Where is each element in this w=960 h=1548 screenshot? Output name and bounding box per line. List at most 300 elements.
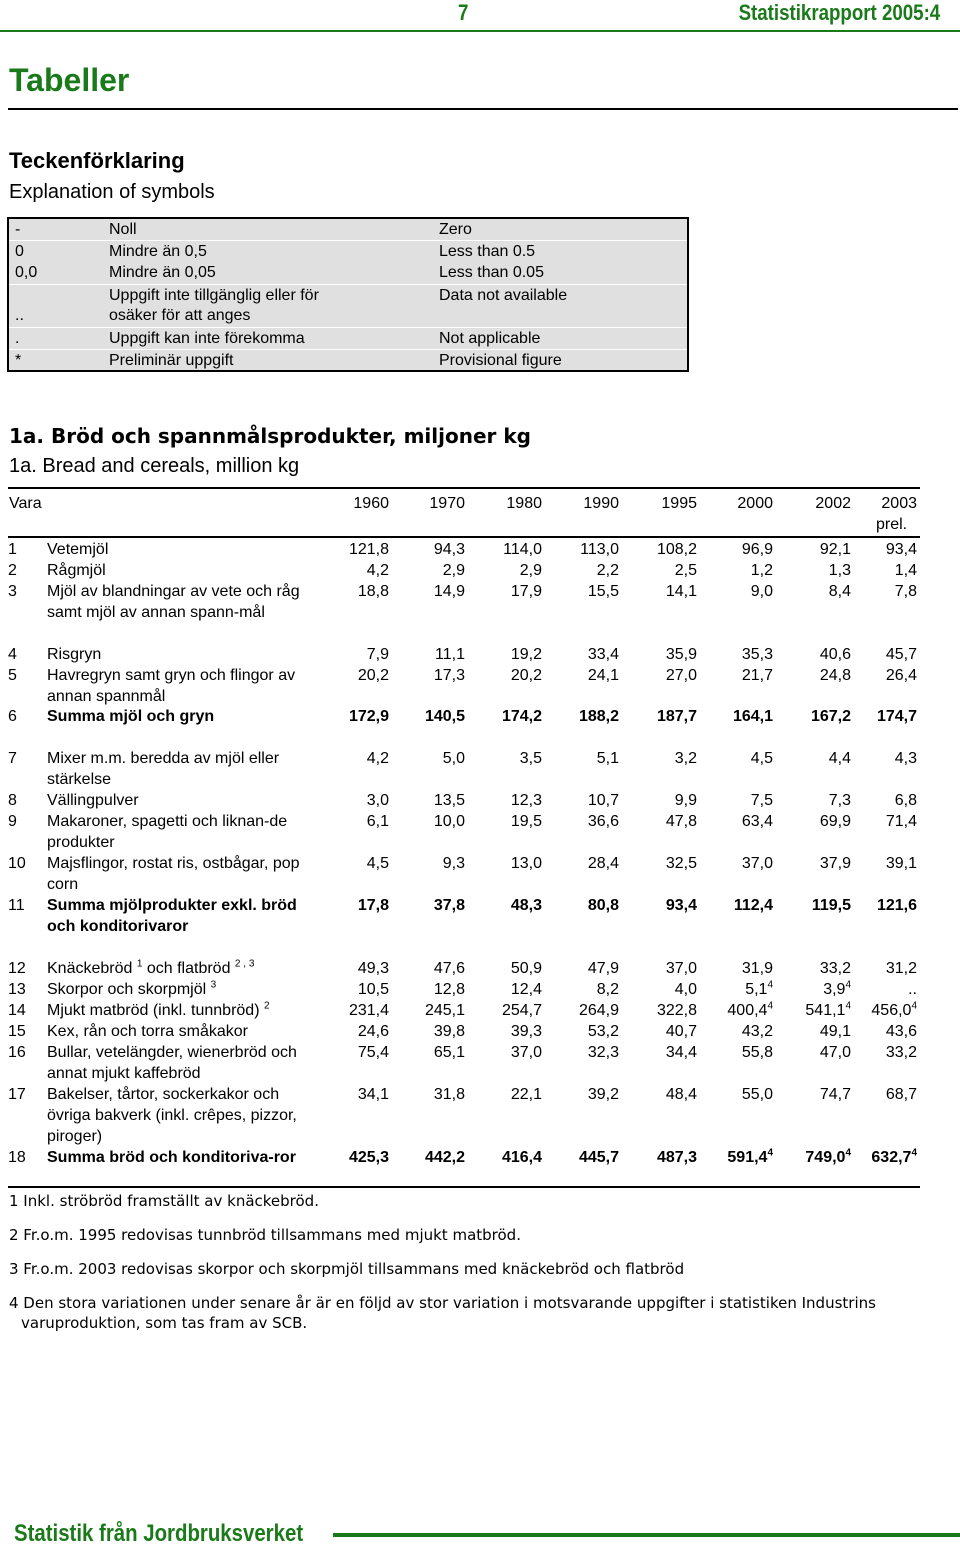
cell-value: 2,5 [674, 562, 697, 579]
table-cell [395, 1084, 465, 1105]
row-number: 11 [8, 897, 25, 914]
cell-value: 39,1 [885, 855, 917, 872]
table-cell [319, 790, 389, 811]
footnote: 4 Den stora variationen under senare år är en följd av stor variation i motsvarande uppgifter i statistiken Industrins varuproduktion, som tas fram av SCB. [9, 1294, 876, 1332]
table-title: 1a. Bröd och spannmålsprodukter, miljoner kg [9, 424, 531, 448]
table-cell [319, 748, 389, 769]
table-cell [549, 644, 619, 665]
table-header-rule [8, 536, 920, 538]
table-cell [703, 1147, 773, 1168]
table-cell [319, 811, 389, 832]
cell-value: 541,1 [805, 1002, 846, 1019]
row-number: 17 [8, 1086, 26, 1103]
cell-value: 17,9 [510, 583, 542, 600]
cell-value: 14,1 [665, 583, 697, 600]
cell-value: 187,7 [656, 708, 697, 725]
table-cell [781, 1000, 851, 1021]
cell-value: 5,1 [745, 981, 768, 998]
row-number: 3 [8, 583, 17, 600]
cell-value: 4,4 [828, 750, 851, 767]
table-cell [472, 581, 542, 602]
table-cell [703, 958, 773, 979]
legend-en: Zero [439, 221, 472, 238]
report-title: Statistikrapport 2005:4 [738, 0, 940, 25]
cell-value: 10,0 [433, 813, 465, 830]
cell-value: 47,0 [819, 1044, 851, 1061]
table-cell [549, 748, 619, 769]
table-cell [627, 1147, 697, 1168]
cell-value: 3,5 [519, 750, 542, 767]
table-cell [703, 644, 773, 665]
table-cell [472, 1042, 542, 1063]
table-cell [847, 665, 917, 686]
table-cell [395, 1147, 465, 1168]
cell-value: 3,2 [674, 750, 697, 767]
table-cell [703, 706, 773, 727]
table-cell [847, 1042, 917, 1063]
table-cell [627, 1021, 697, 1042]
legend-sv: Uppgift kan inte förekomma [109, 330, 305, 347]
table-cell [319, 1084, 389, 1105]
table-cell [395, 979, 465, 1000]
table-cell [319, 644, 389, 665]
table-cell [549, 706, 619, 727]
cell-value: 4,2 [366, 562, 389, 579]
table-cell [395, 748, 465, 769]
table-cell [549, 665, 619, 686]
legend-symbol: 0,0 [15, 264, 38, 281]
table-cell [549, 853, 619, 874]
cell-value: 32,5 [665, 855, 697, 872]
table-row [0, 581, 960, 644]
cell-value: 121,6 [876, 897, 917, 914]
footnote-ref: 4 [911, 1000, 917, 1012]
cell-value: 167,2 [810, 708, 851, 725]
row-number: 9 [8, 813, 17, 830]
cell-value: 55,0 [741, 1086, 773, 1103]
cell-value: 37,9 [819, 855, 851, 872]
table-cell [472, 539, 542, 560]
footnote-ref: 4 [845, 979, 851, 991]
cell-value: 47,8 [665, 813, 697, 830]
table-cell [781, 979, 851, 1000]
table-row [0, 644, 960, 665]
table-cell [627, 560, 697, 581]
footnote-ref: 4 [767, 1000, 773, 1012]
table-cell [549, 560, 619, 581]
cell-value: 49,3 [357, 960, 389, 977]
row-label: Kex, rån och torra småkakor [47, 1023, 248, 1040]
cell-value: 35,9 [665, 646, 697, 663]
table-cell [781, 539, 851, 560]
cell-value: 20,2 [510, 667, 542, 684]
row-label: Havregryn samt gryn och flingor av annan spannmål [47, 667, 296, 705]
legend-en: Less than 0.5 [439, 243, 536, 260]
footnote-ref: 3 [210, 979, 217, 991]
cell-value: 35,3 [741, 646, 773, 663]
table-cell [472, 895, 542, 916]
cell-value: 71,4 [885, 813, 917, 830]
cell-value: 9,9 [674, 792, 697, 809]
table-cell [627, 1000, 697, 1021]
row-label: Summa mjöl och gryn [47, 708, 215, 725]
table-cell [319, 560, 389, 581]
cell-value: 14,9 [433, 583, 465, 600]
cell-value: 20,2 [357, 667, 389, 684]
cell-value: 33,2 [819, 960, 851, 977]
table-cell [549, 958, 619, 979]
row-label-text: Knäckebröd [47, 960, 133, 977]
table-row [0, 560, 960, 581]
table-cell [395, 1042, 465, 1063]
cell-value: 31,9 [741, 960, 773, 977]
cell-value: 80,8 [587, 897, 619, 914]
footnote-ref: 2 , 3 [234, 958, 255, 970]
legend-symbol: . [15, 330, 20, 347]
table-cell [472, 644, 542, 665]
table-cell [319, 958, 389, 979]
cell-value: 322,8 [656, 1002, 697, 1019]
cell-value: 39,8 [433, 1023, 465, 1040]
footnote-ref: 2 [263, 1000, 270, 1012]
table-cell [395, 958, 465, 979]
table-cell [472, 748, 542, 769]
column-header-year: 1980 [506, 495, 542, 512]
table-row [0, 1021, 960, 1042]
cell-value: 174,2 [501, 708, 542, 725]
cell-value: 65,1 [433, 1044, 465, 1061]
table-cell [781, 811, 851, 832]
table-cell [781, 665, 851, 686]
table-cell [472, 665, 542, 686]
table-cell [781, 853, 851, 874]
table-cell [319, 1147, 389, 1168]
table-cell [395, 811, 465, 832]
row-label-text: Skorpor och skorpmjöl [47, 981, 207, 998]
footnote-ref: 4 [911, 1147, 917, 1159]
table-cell [847, 748, 917, 769]
cell-value: 13,5 [433, 792, 465, 809]
cell-value: 425,3 [348, 1149, 389, 1166]
column-header-year: 2002 [815, 495, 851, 512]
table-cell [781, 1147, 851, 1168]
table-cell [781, 1084, 851, 1105]
cell-value: 31,2 [885, 960, 917, 977]
cell-value: 36,6 [587, 813, 619, 830]
table-cell [627, 665, 697, 686]
cell-value: 94,3 [433, 541, 465, 558]
row-label: Vällingpulver [47, 792, 139, 809]
cell-value: 45,7 [885, 646, 917, 663]
table-cell [319, 1000, 389, 1021]
cell-value: 13,0 [510, 855, 542, 872]
cell-value: 19,2 [510, 646, 542, 663]
cell-value: 33,4 [587, 646, 619, 663]
symbols-title: Teckenförklaring [9, 148, 185, 173]
row-label: Mjöl av blandningar av vete och råg samt mjöl av annan spann-mål [47, 583, 300, 621]
legend-en: Less than 0.05 [439, 264, 544, 281]
section-rule [8, 108, 958, 110]
footnote-ref: 4 [767, 1147, 773, 1159]
table-row [0, 1042, 960, 1084]
cell-value: 43,2 [741, 1023, 773, 1040]
table-cell [847, 706, 917, 727]
table-cell [627, 581, 697, 602]
legend-row [9, 285, 687, 328]
legend-row [9, 350, 687, 372]
cell-value: 11,1 [435, 646, 465, 663]
cell-value: 63,4 [741, 813, 773, 830]
cell-value: 39,3 [510, 1023, 542, 1040]
cell-value: 39,2 [587, 1086, 619, 1103]
cell-value: 3,0 [366, 792, 389, 809]
legend-sv: Noll [109, 221, 137, 238]
cell-value: 442,2 [424, 1149, 465, 1166]
row-label: Summa mjölprodukter exkl. bröd och konditorivaror [47, 897, 297, 935]
cell-value: 4,0 [674, 981, 697, 998]
table-cell [549, 1021, 619, 1042]
column-header-year: 1995 [661, 495, 697, 512]
table-row [0, 958, 960, 979]
cell-value: .. [908, 981, 917, 998]
cell-value: 4,5 [750, 750, 773, 767]
cell-value: 1,3 [828, 562, 851, 579]
legend-symbol: 0 [15, 243, 24, 260]
row-number: 4 [8, 646, 17, 663]
cell-value: 8,4 [828, 583, 851, 600]
table-row [0, 1000, 960, 1021]
table-cell [847, 644, 917, 665]
table-cell [395, 790, 465, 811]
legend-sv: Mindre än 0,05 [109, 264, 216, 281]
row-number: 7 [8, 750, 17, 767]
footnote-ref: 4 [845, 1147, 851, 1159]
table-cell [319, 1042, 389, 1063]
row-number: 15 [8, 1023, 26, 1040]
table-cell [847, 1147, 917, 1168]
table-cell [847, 811, 917, 832]
table-cell [549, 581, 619, 602]
cell-value: 74,7 [819, 1086, 851, 1103]
cell-value: 172,9 [348, 708, 389, 725]
table-cell [703, 895, 773, 916]
table-cell [627, 811, 697, 832]
table-cell [627, 1084, 697, 1105]
cell-value: 40,7 [665, 1023, 697, 1040]
table-row [0, 853, 960, 895]
table-cell [703, 853, 773, 874]
legend-en: Provisional figure [439, 352, 562, 369]
table-cell [627, 895, 697, 916]
cell-value: 37,8 [433, 897, 465, 914]
cell-value: 7,3 [828, 792, 851, 809]
table-cell [781, 1042, 851, 1063]
section-title: Tabeller [9, 62, 130, 98]
footer-rule [333, 1533, 960, 1537]
cell-value: 34,1 [357, 1086, 389, 1103]
table-row [0, 895, 960, 937]
symbols-subtitle: Explanation of symbols [9, 181, 215, 203]
row-label: Rågmjöl [47, 562, 106, 579]
row-number: 10 [8, 855, 26, 872]
row-number: 6 [8, 708, 17, 725]
table-cell [319, 581, 389, 602]
table-cell [781, 790, 851, 811]
cell-value: 5,0 [442, 750, 465, 767]
legend-sv-line2: osäker för att anges [109, 307, 251, 324]
table-cell [395, 706, 465, 727]
table-cell [781, 895, 851, 916]
table-cell [703, 560, 773, 581]
table-cell [781, 581, 851, 602]
cell-value: 164,1 [732, 708, 773, 725]
cell-value: 27,0 [665, 667, 697, 684]
table-cell [627, 644, 697, 665]
row-number: 5 [8, 667, 17, 684]
table-row [0, 539, 960, 560]
cell-value: 456,0 [871, 1002, 912, 1019]
row-label [47, 1000, 309, 1021]
cell-value: 7,8 [894, 583, 917, 600]
cell-value: 21,7 [741, 667, 773, 684]
table-cell [549, 895, 619, 916]
table-cell [472, 979, 542, 1000]
table-cell [319, 706, 389, 727]
cell-value: 4,3 [894, 750, 917, 767]
cell-value: 40,6 [819, 646, 851, 663]
table-cell [627, 958, 697, 979]
table-cell [847, 895, 917, 916]
cell-value: 121,8 [348, 541, 389, 558]
legend-symbol: - [15, 221, 21, 238]
table-cell [395, 895, 465, 916]
cell-value: 2,2 [596, 562, 619, 579]
cell-value: 445,7 [578, 1149, 619, 1166]
cell-value: 31,8 [433, 1086, 465, 1103]
table-cell [549, 811, 619, 832]
table-cell [703, 748, 773, 769]
table-cell [627, 706, 697, 727]
cell-value: 9,3 [442, 855, 465, 872]
cell-value: 9,0 [750, 583, 773, 600]
legend-row [9, 219, 687, 241]
table-cell [847, 1000, 917, 1021]
cell-value: 75,4 [357, 1044, 389, 1061]
table-cell [549, 539, 619, 560]
row-number: 16 [8, 1044, 26, 1061]
column-header-year: 1990 [583, 495, 619, 512]
cell-value: 15,5 [587, 583, 619, 600]
row-label: Summa bröd och konditoriva-ror [47, 1149, 296, 1166]
cell-value: 7,9 [366, 646, 389, 663]
cell-value: 47,6 [433, 960, 465, 977]
row-label: Makaroner, spagetti och liknan-de produkter [47, 813, 288, 851]
cell-value: 487,3 [656, 1149, 697, 1166]
footnote: 2 Fr.o.m. 1995 redovisas tunnbröd tillsammans med mjukt matbröd. [9, 1226, 521, 1244]
table-cell [847, 979, 917, 1000]
table-cell [472, 790, 542, 811]
cell-value: 108,2 [656, 541, 697, 558]
table-cell [472, 1000, 542, 1021]
footnote-ref: 1 [136, 958, 143, 970]
table-cell [703, 1000, 773, 1021]
table-cell [703, 1021, 773, 1042]
row-number: 2 [8, 562, 17, 579]
cell-value: 7,5 [750, 792, 773, 809]
legend-symbol: * [15, 352, 22, 369]
table-cell [847, 581, 917, 602]
cell-value: 19,5 [510, 813, 542, 830]
table-cell [549, 790, 619, 811]
table-cell [847, 1021, 917, 1042]
row-label [47, 958, 309, 979]
table-cell [627, 748, 697, 769]
cell-value: 112,4 [733, 897, 773, 914]
table-cell [703, 811, 773, 832]
table-cell [703, 790, 773, 811]
row-number: 1 [8, 541, 17, 558]
cell-value: 119,5 [811, 897, 851, 914]
table-row [0, 811, 960, 853]
table-cell [781, 958, 851, 979]
table-row [0, 979, 960, 1000]
cell-value: 416,4 [501, 1149, 542, 1166]
table-bottom-rule [8, 1186, 920, 1188]
legend-en: Data not available [439, 287, 568, 304]
cell-value: 113,0 [580, 541, 619, 558]
table-cell [472, 706, 542, 727]
table-cell [781, 748, 851, 769]
table-subtitle: 1a. Bread and cereals, million kg [9, 455, 300, 477]
cell-value: 34,4 [665, 1044, 697, 1061]
cell-value: 140,5 [424, 708, 465, 725]
row-label: Majsflingor, rostat ris, ostbågar, pop corn [47, 855, 300, 893]
cell-value: 6,1 [366, 813, 389, 830]
table-cell [703, 581, 773, 602]
table-cell [472, 811, 542, 832]
table-cell [472, 1084, 542, 1105]
footnote-ref: 4 [767, 979, 773, 991]
cell-value: 188,2 [578, 708, 619, 725]
cell-value: 8,2 [596, 981, 619, 998]
footnote: 3 Fr.o.m. 2003 redovisas skorpor och skorpmjöl tillsammans med knäckebröd och flatbröd [9, 1260, 685, 1278]
cell-value: 400,4 [727, 1002, 768, 1019]
table-cell [627, 853, 697, 874]
cell-value: 174,7 [876, 708, 917, 725]
table-row [0, 790, 960, 811]
table-row [0, 1084, 960, 1147]
table-cell [703, 1042, 773, 1063]
table-cell [549, 1042, 619, 1063]
cell-value: 12,4 [510, 981, 542, 998]
table-cell [781, 706, 851, 727]
footnote: 1 Inkl. ströbröd framställt av knäckebröd. [9, 1192, 319, 1210]
cell-value: 92,1 [819, 541, 851, 558]
cell-value: 68,7 [885, 1086, 917, 1103]
table-cell [395, 539, 465, 560]
row-label: Bakelser, tårtor, sockerkakor och övriga bakverk (inkl. crêpes, pizzor, piroger) [47, 1086, 297, 1145]
cell-value: 264,9 [578, 1002, 619, 1019]
table-cell [319, 853, 389, 874]
table-cell [319, 665, 389, 686]
cell-value: 114,0 [503, 541, 542, 558]
table-cell [703, 665, 773, 686]
cell-value: 5,1 [596, 750, 619, 767]
table-cell [319, 1021, 389, 1042]
table-cell [395, 1000, 465, 1021]
table-top-rule [8, 487, 920, 489]
table-row [0, 748, 960, 790]
